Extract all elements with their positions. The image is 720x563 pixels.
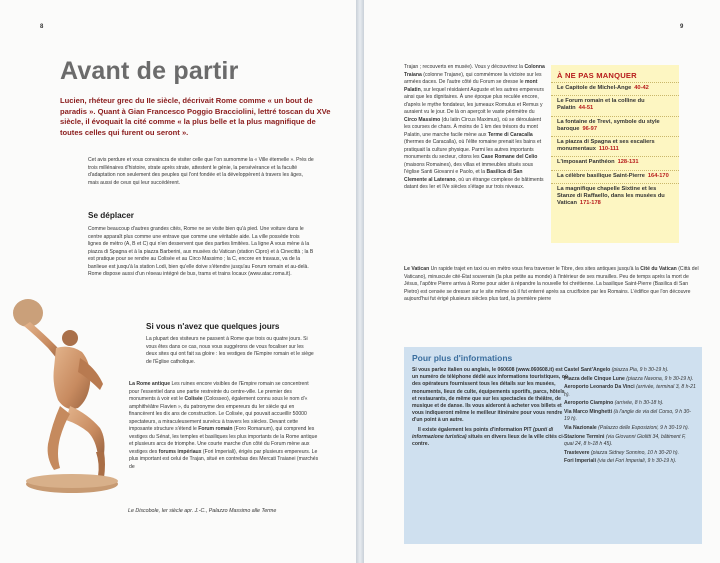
info-paragraph: Si vous parlez italien ou anglais, le 060608 (www.060608.it) est un numéro de téléphone dédié aux informations touristiques, où des opérateurs fournissent tous les détails sur les musées, monuments, lieux de culte, équipements sportifs, parcs, hôtels et restaurants, de même que sur les spectacles de théâtre, de musique et de danse. Ils vous aideront à acheter vos billets et vous indiqueront même le meilleur itinéraire pour vous rendre d'un point à un autre. xyxy=(412,367,568,424)
sidebar-item xyxy=(551,95,679,115)
sidebar-item-label: L'imposant Panthéon xyxy=(557,159,615,166)
info-location xyxy=(564,400,696,407)
term-basilica-san-clemente: Basilica di San Clemente al Laterano xyxy=(404,169,523,183)
location-detail: (piazza Navona, 9 h 30-19 h). xyxy=(626,375,694,382)
sidebar-item-pages: 164-170 xyxy=(647,172,669,179)
text-segment: Les ruines encore visibles de l'Empire romain se concentrent pour l'essentiel dans une partie restreinte du centre-ville. Le premier des monuments à voir est le xyxy=(129,381,309,402)
info-location xyxy=(564,367,696,374)
location-detail: (Palazzo delle Esposizioni, 9 h 30-19 h). xyxy=(598,424,690,431)
location-name: Via Marco Minghetti xyxy=(564,409,613,416)
term-circo-massimo: Circo Massimo xyxy=(404,116,441,123)
location-detail: (via dei Fori Imperiali, 9 h 30-19 h). xyxy=(597,458,677,465)
paragraph-vatican xyxy=(404,266,699,304)
info-title: Pour plus d'informations xyxy=(412,353,513,363)
text-segment: (Foro Romanum), qui comprend les vestiges du Sénat, les temples et basiliques les plus importants de la Rome antique et plusieurs arcs de triomphe. Une courte marche d'un côté du Forum mène aux vestiges des xyxy=(129,426,318,455)
text-segment: , sur lequel résidaient Auguste et les autres empereurs ainsi que les dignitaires. À une époque plus reculée encore, d'après le mythe fondateur, les jumeaux Romulus et Remus y auraient vu le jour. De là on aperçoit le vaste périmètre du xyxy=(404,86,544,115)
paragraph-quelques-jours: La plupart des visiteurs ne passent à Rome que trois ou quatre jours. Si vous êtes dans ce cas, nous vous suggérons de vous focaliser sur les deux sites qui ont fait sa gloire : les vestiges de l'Empire romain et le siège de l'Église catholique. xyxy=(146,336,314,365)
info-location xyxy=(564,409,696,423)
text-segment: situés en divers lieux de la ville cités ci-contre. xyxy=(412,433,565,448)
location-detail: (piazza Sidney Sonnino, 10 h 30-20 h). xyxy=(590,449,679,456)
sidebar-item xyxy=(551,136,679,156)
sidebar-item xyxy=(551,170,679,183)
location-name: Fori Imperiali xyxy=(564,458,596,465)
heading-se-deplacer: Se déplacer xyxy=(88,211,134,220)
location-name: Via Nazionale xyxy=(564,424,597,431)
sidebar-item-label: La piazza di Spagna et ses escaliers monumentaux xyxy=(557,139,655,153)
location-detail: (arrivée, 8 h 30-18 h). xyxy=(614,400,664,407)
location-detail: (arrivée, terminal 3, 8 h-21 h). xyxy=(564,384,696,398)
intro-paragraph: Cet avis perdure et vous convaincra de visiter celle que l'on surnomme la « Ville éternelle ». Près de trois millénaires d'histoire, strate après strate, attestent le génie, la persévérance et la faculté d'adaptation non seulement des peuples qui l'ont fondée et la développèrent à travers les âges, mais aussi de ceux qui leur succédèrent. xyxy=(88,157,314,186)
sidebar-title: À NE PAS MANQUER xyxy=(557,71,637,80)
term-forum-romain: Forum romain xyxy=(198,426,233,432)
text-segment: (punti di informazione turistica) xyxy=(412,426,554,440)
info-location xyxy=(564,450,696,457)
text-segment: (maisons Romaines), des villas et immeubles situés sous l'église Santi Giovanni e Paolo, et la xyxy=(404,161,534,175)
info-location xyxy=(564,434,696,448)
term-colonna-traiana: Colonna Traiana xyxy=(404,64,545,78)
info-location xyxy=(564,458,696,465)
sidebar-item-pages: 128-131 xyxy=(617,159,639,166)
text-segment: (du latin Circus Maximus), où se déroulaient les courses de chars. À moins de 1 km des trésors du mont Palatin, une marche facile mène aux xyxy=(404,116,542,138)
image-caption: Le Discobole, Ier siècle apr. J.-C., Palazzo Massimo alle Terme xyxy=(128,508,277,514)
page-number-right: 9 xyxy=(680,24,684,30)
ne-pas-manquer-box xyxy=(551,65,679,243)
location-name: Trastevere xyxy=(564,449,590,456)
sidebar-item-label: Le Capitole de Michel-Ange xyxy=(557,85,632,91)
info-locations-list xyxy=(564,367,696,467)
text-segment: (thermes de Caracalla), où l'élite romaine prenait les bains et pratiquait la culture physique. Parmi les autres importants monuments du secteur, citons les xyxy=(404,139,542,160)
term-forums-imperiaux: forums impériaux xyxy=(158,448,202,455)
book-gutter xyxy=(356,0,364,563)
sidebar-item-label: La magnifique chapelle Sixtine et les Stanze di Raffaello, dans les musées du Vatican xyxy=(557,185,665,207)
sidebar-item-label: La fontaine de Trevi, symbole du style baroque xyxy=(557,118,660,132)
sidebar-item-pages: 110-111 xyxy=(598,146,619,153)
text-segment: , où un étrange complexe de bâtiments datant des Ier et IVe siècles s'étage sur trois niveaux. xyxy=(404,176,544,190)
informations-box xyxy=(404,347,702,544)
location-detail: (piazza Pia, 9 h 30-19 h). xyxy=(611,367,669,373)
info-location xyxy=(564,384,696,398)
location-name: Aeroporto Leonardo Da Vinci xyxy=(564,384,635,391)
text-segment: (Fori Imperiali), érigés par plusieurs empereurs. Le plus important est celui de Trajan, situé en contrebas des Mercati Traianei (marchés de xyxy=(129,448,319,470)
label-vatican: Le Vatican xyxy=(404,266,430,272)
page-title: Avant de partir xyxy=(60,57,239,85)
paragraph-rome-antique xyxy=(129,381,319,471)
text-segment: Trajan ; recouverts en musée). Vous y découvrirez la xyxy=(404,64,524,70)
discobolus-statue-image xyxy=(8,288,126,500)
paragraph-forum-continued xyxy=(404,64,546,192)
sidebar-item-pages: 96-97 xyxy=(582,125,597,132)
label-rome-antique: La Rome antique xyxy=(129,381,171,387)
text-segment: (Città del Vaticano), minuscule cité-État souverain (la plus petite au monde) à l'intérieur de ses murailles. Peu de temps après la mort de Jésus, l'apôtre Pierre arriva à Rome pour aider à répandre la nouvelle foi chrétienne. La basilique Saint-Pierre (Basilica di San Pietro) est censée se dresser sur le site même où il fut enterré après sa crucifixion par les Romains. L'édifice que l'on découvre aujourd'hui fut érigé plusieurs siècles plus tard, la première pierre xyxy=(404,266,699,302)
sidebar-item-pages: 40-42 xyxy=(634,85,649,91)
left-page xyxy=(0,0,356,563)
term-colisee: Colisée xyxy=(184,396,203,402)
location-name: Stazione Termini xyxy=(564,433,605,440)
sidebar-item-label: La célèbre basilique Saint-Pierre xyxy=(557,172,645,179)
text-segment: (colonne Trajane), qui commémore la victoire sur les armées daces. De l'autre côté du Forum se dresse le xyxy=(404,71,542,85)
sidebar-item xyxy=(551,82,679,95)
text-segment: Il existe également les points d'information PIT xyxy=(418,426,532,433)
term-case-romane: Case Romane del Celio xyxy=(481,154,538,160)
sidebar-item xyxy=(551,156,679,169)
info-description xyxy=(412,367,568,448)
text-segment: (Colosseo), également connu sous le nom d'« amphithéâtre Flavien », du patronyme des empereurs du Ier siècle qui en financèrent les dix ans de construction. Le Colisée, qui pouvait accueillir 50000 spectateurs, a miraculeusement survécu à travers les siècles. Devant cette imposante structure s'étend le xyxy=(129,396,308,432)
text-segment: Un rapide trajet en taxi ou en métro vous fera traverser le Tibre, des sites antiques jusqu'à la xyxy=(430,266,639,272)
term-mont-palatin: mont Palatin xyxy=(404,79,538,93)
sidebar-item-label: Le Forum romain et la colline du Palatin xyxy=(557,98,645,112)
right-page xyxy=(364,0,720,563)
info-paragraph xyxy=(412,427,568,449)
sidebar-item xyxy=(551,116,679,136)
info-location xyxy=(564,376,696,383)
location-name: Castel Sant'Angelo xyxy=(564,367,611,373)
lead-paragraph: Lucien, rhéteur grec du IIe siècle, décrivait Rome comme « un bout de paradis ». Quant à Gian Francesco Poggio Bracciolini, lettré toscan du XVe siècle, il évoquait la cité comme « la plus belle et la plus magnifique de toutes celles qui furent ou seront ». xyxy=(60,96,331,137)
page-number-left: 8 xyxy=(40,24,44,30)
sidebar-item-pages: 171-178 xyxy=(579,200,601,207)
heading-quelques-jours: Si vous n'avez que quelques jours xyxy=(146,322,280,331)
sidebar-item xyxy=(551,183,679,211)
term-cite-du-vatican: Cité du Vatican xyxy=(640,266,677,272)
location-detail: (à l'angle de via del Corso, 9 h 30-19 h). xyxy=(564,409,691,423)
location-name: Piazza delle Cinque Lune xyxy=(564,375,625,382)
paragraph-se-deplacer: Comme beaucoup d'autres grandes cités, Rome ne se visite bien qu'à pied. Une voiture dans le centre apparaît plus comme une entrave que comme une véritable aide. La ville possède trois lignes de métro (A, B et C) qui n'en desservent que des parties limitées. La ligne A vous mène à la piazza di Spagna et à la piazza Barberini, aux musées du Vatican (station Cipro) et à Cinecittà ; la B est pratique pour se rendre au Colisée et au Circo Massimo ; la C, encore en travaux, va de la banlieue est jusqu'à la station Lodi, bien qu'elle doive s'étendre jusqu'au Forum romain et au-delà. Rome dispose aussi d'un réseau intégré de bus, trams et trains locaux (www.atac.roma.it). xyxy=(88,226,314,277)
location-detail: (via Giovanni Giolitti 34, bâtiment F, quai 24, 8 h-18 h 45). xyxy=(564,433,686,447)
term-terme-di-caracalla: Terme di Caracalla xyxy=(487,131,533,138)
info-location xyxy=(564,425,696,432)
sidebar-item-pages: 44-51 xyxy=(578,105,594,112)
location-name: Aeroporto Ciampino xyxy=(564,400,614,407)
